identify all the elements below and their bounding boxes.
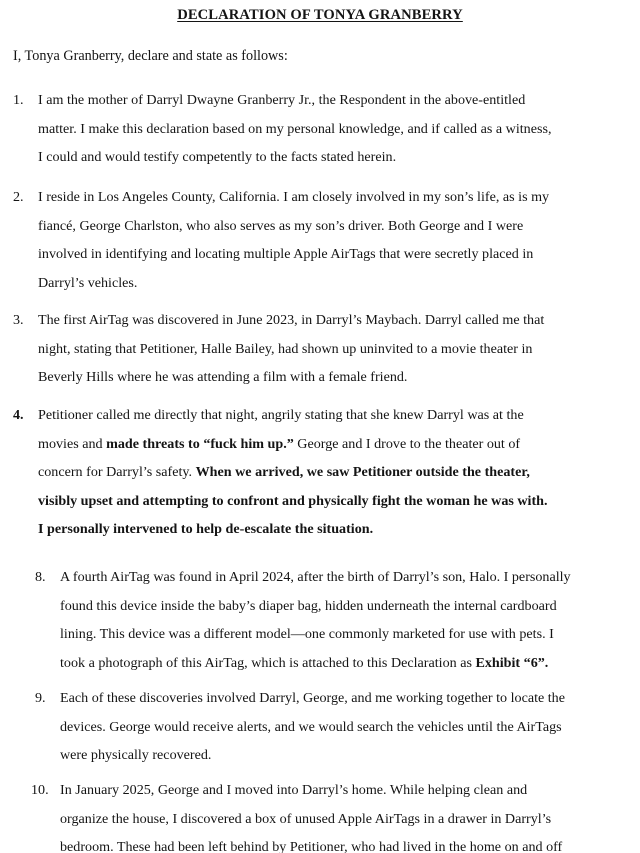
paragraph-line: I reside in Los Angeles County, California. I am closely involved in my son’s life, as is my [38,189,550,205]
paragraph-line: The first AirTag was discovered in June 2023, in Darryl’s Maybach. Darryl called me that [38,312,545,328]
intro-statement: I, Tonya Granberry, declare and state as follows: [13,48,288,64]
paragraph-number: 1. [13,92,24,108]
bold-text-run: made threats to “fuck him up.” [106,435,294,452]
paragraph-line: fiancé, George Charlston, who also serves as my son’s driver. Both George and I were [38,217,524,234]
paragraph-body [60,563,630,677]
text-run: concern for Darryl’s safety. [38,464,196,480]
paragraph-number: 4. [13,407,24,423]
paragraph-line: Petitioner called me directly that night, angrily stating that she knew Darryl was at the [38,407,524,423]
paragraph-line: night, stating that Petitioner, Halle Bailey, had shown up uninvited to a movie theater in [38,340,533,357]
paragraph-number: 8. [35,569,46,585]
paragraph-line: organize the house, I discovered a box of unused Apple AirTags in a drawer in Darryl’s [60,810,552,827]
paragraph-line: I am the mother of Darryl Dwayne Granberry Jr., the Respondent in the above-entitled [38,92,526,108]
paragraph-body [38,183,618,297]
paragraph-number: 9. [35,690,46,706]
paragraph-line: devices. George would receive alerts, and we would search the vehicles until the AirTags [60,718,562,735]
text-run: took a photograph of this AirTag, which is attached to this Declaration as [60,654,476,671]
document-title: DECLARATION OF TONYA GRANBERRY [177,7,463,23]
paragraph-line: Each of these discoveries involved Darryl, George, and me working together to locate the [60,690,565,706]
paragraph-number: 2. [13,189,24,205]
paragraph-line: were physically recovered. [60,747,212,763]
paragraph-line-bold: visibly upset and attempting to confront and physically fight the woman he was with. [38,492,548,509]
paragraph-body [60,684,630,770]
paragraph-line: matter. I make this declaration based on my personal knowledge, and if called as a witness, [38,120,552,137]
paragraph-body [38,306,618,392]
paragraph-line: involved in identifying and locating multiple Apple AirTags that were secretly placed in [38,246,534,262]
paragraph-body [38,86,618,172]
paragraph-line [38,430,618,459]
paragraph-number: 3. [13,312,24,328]
paragraph-line: Darryl’s vehicles. [38,274,138,291]
paragraph-line [38,458,618,487]
bold-text-run: When we arrived, we saw Petitioner outside the theater, [195,464,530,480]
paragraph-line: bedroom. These had been left behind by Petitioner, who had lived in the home on and off [60,839,563,853]
paragraph-body [60,776,630,853]
exhibit-reference: Exhibit “6”. [475,654,549,671]
text-run: George and I drove to the theater out of [293,435,521,452]
text-run: movies and [38,435,107,452]
paragraph-body [38,401,618,544]
paragraph-line: In January 2025, George and I moved into Darryl’s home. While helping clean and [60,782,528,798]
paragraph-line: lining. This device was a different model—one commonly marketed for use with pets. I [60,626,554,642]
paragraph-number: 10. [31,782,49,798]
paragraph-line-bold: I personally intervened to help de-escalate the situation. [38,521,374,537]
paragraph-line [60,649,630,678]
paragraph-line: A fourth AirTag was found in April 2024, after the birth of Darryl’s son, Halo. I personally [60,569,571,585]
paragraph-line: I could and would testify competently to the facts stated herein. [38,149,397,165]
paragraph-line: Beverly Hills where he was attending a film with a female friend. [38,369,408,385]
paragraph-line: found this device inside the baby’s diaper bag, hidden underneath the internal cardboard [60,597,557,614]
